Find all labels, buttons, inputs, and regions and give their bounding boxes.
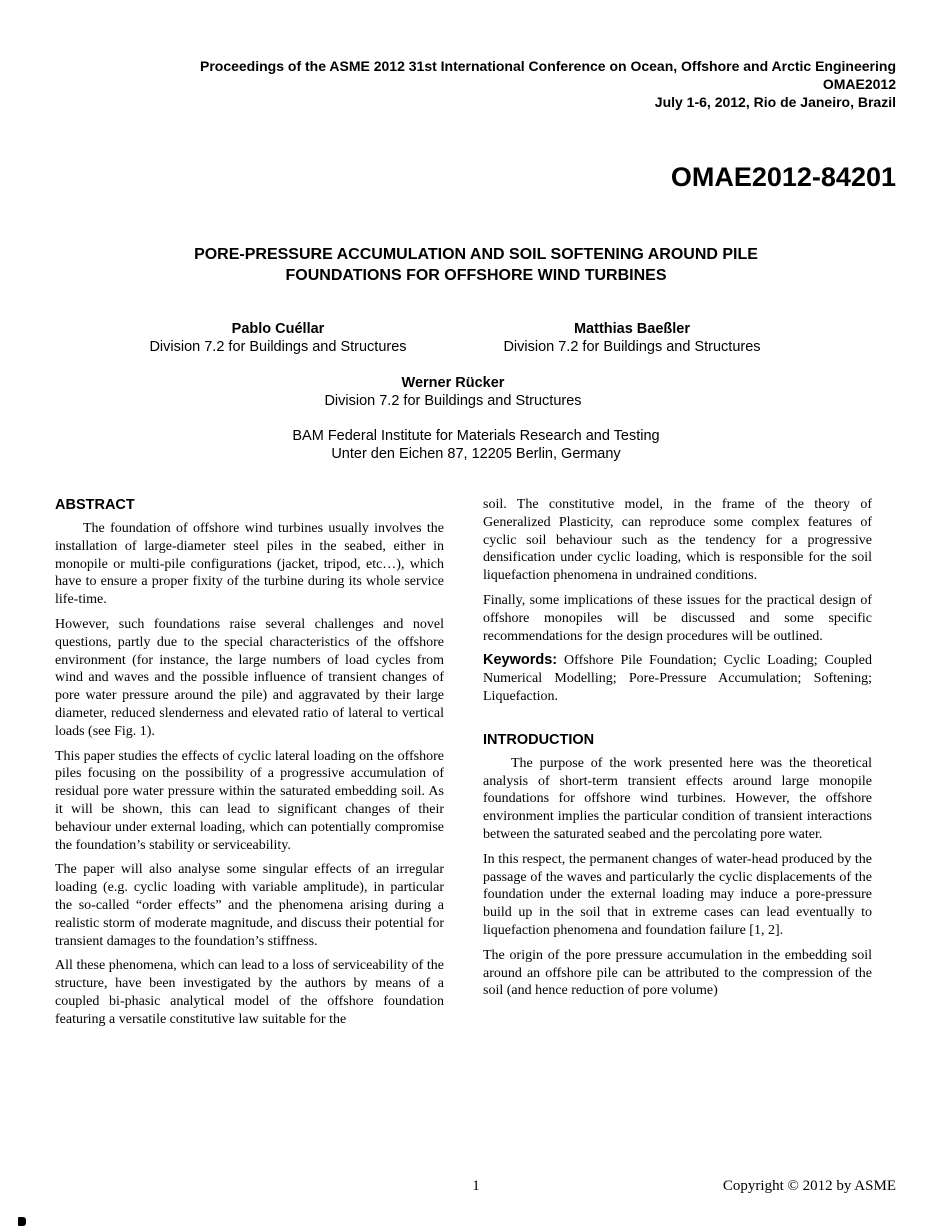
institute-name: BAM Federal Institute for Materials Research and Testing (292, 428, 660, 444)
paper-id: OMAE2012-84201 (670, 162, 896, 192)
author-2 (442, 320, 822, 356)
author-division: Division 7.2 for Buildings and Structures (503, 339, 761, 355)
title-line-2: FOUNDATIONS FOR OFFSHORE WIND TURBINES (285, 267, 667, 284)
keywords-label: Keywords: (483, 652, 558, 669)
abstract-paragraph: The foundation of offshore wind turbines usually involves the installation of large-diameter steel piles in the seabed, either in monopile or multi-pile configurations (jacket, tripod, etc…), which have to ensure a proper fixity of the turbine during its whole service life-time. (55, 521, 444, 608)
title-line-1: PORE-PRESSURE ACCUMULATION AND SOIL SOFTENING AROUND PILE (194, 246, 758, 263)
author-3 (263, 374, 643, 410)
proceedings-header (200, 57, 896, 111)
abstract-heading: ABSTRACT (55, 497, 135, 513)
abstract-paragraph: However, such foundations raise several challenges and novel questions, partly due to the special characteristics of the offshore environment (for instance, the large numbers of load cycles from wind and waves and the possible influence of transient changes of pore water pressure around the pile) and aggravated by their large diameter, reduced slenderness and elevated ratio of lateral to vertical loads (see Fig. 1). (55, 616, 444, 739)
author-name: Pablo Cuéllar (231, 321, 325, 337)
abstract-paragraph: This paper studies the effects of cyclic lateral loading on the offshore piles focusing on the possibility of a progressive accumulation of residual pore water pressure within the saturated embedding soil. As it will be shown, this can lead to significant changes of their behaviour under external loading, which can potentially compromise the foundation’s stability or serviceability. (55, 748, 444, 853)
author-name: Matthias Baeßler (573, 321, 691, 337)
author-1 (88, 320, 468, 356)
author-division: Division 7.2 for Buildings and Structures (149, 339, 407, 355)
abstract-paragraph-continued: soil. The constitutive model, in the frame of the theory of Generalized Plasticity, can reproduce some complex features of cyclic soil behaviour such as the tendency for a progressive densification under cyclic loading, which is responsible for the soil liquefaction phenomena in undrained conditions. (483, 497, 872, 584)
author-division: Division 7.2 for Buildings and Structures (324, 393, 582, 409)
copyright-notice: Copyright © 2012 by ASME (722, 1178, 896, 1194)
conference-short-name: OMAE2012 (822, 76, 896, 92)
left-column (55, 496, 444, 1036)
keywords (483, 652, 872, 705)
introduction-paragraph: In this respect, the permanent changes of water-head produced by the passage of the waves and particularly the cyclic displacements of the foundation under the external loading may induce a pore-pressure build up in the soil that in extreme cases can lead eventually to liquefaction phenomena and foundation failure [1, 2]. (483, 851, 872, 938)
corner-marker-icon (18, 1217, 26, 1226)
conference-dates-location: July 1-6, 2012, Rio de Janeiro, Brazil (654, 94, 896, 110)
conference-name: Proceedings of the ASME 2012 31st International Conference on Ocean, Offshore and Arctic Engineering (199, 58, 896, 74)
abstract-paragraph: Finally, some implications of these issues for the practical design of offshore monopiles will be discussed and some specific recommendations for the design procedures will be outlined. (483, 592, 872, 644)
institute-address: Unter den Eichen 87, 12205 Berlin, Germany (331, 446, 621, 462)
page-number: 1 (472, 1178, 480, 1194)
keywords-text: Offshore Pile Foundation; Cyclic Loading; Coupled Numerical Modelling; Pore-Pressure Accumulation; Softening; Liquefaction. (483, 653, 872, 704)
introduction-paragraph: The purpose of the work presented here was the theoretical analysis of short-term transient effects around large monopile foundations for offshore wind turbines. However, the offshore environment implies the particular condition of transient interactions between the saturated seabed and the percolating pore water. (483, 755, 872, 842)
right-column (483, 496, 872, 1007)
abstract-paragraph: All these phenomena, which can lead to a loss of serviceability of the structure, have been investigated by the authors by means of a coupled bi-phasic analytical model of the offshore foundation featuring a versatile constitutive law suitable for the (55, 958, 444, 1027)
introduction-paragraph: The origin of the pore pressure accumulation in the embedding soil around an offshore pile can be attributed to the compression of the soil (and hence reduction of pore volume) (483, 947, 872, 999)
author-name: Werner Rücker (401, 375, 505, 391)
affiliation (0, 427, 952, 463)
abstract-paragraph: The paper will also analyse some singular effects of an irregular loading (e.g. cyclic loading with variable amplitude), in particular the so-called “order effects” and the phenomena arising during a realistic storm of moderate magnitude, and discuss their potential for transient damages to the foundation’s stiffness. (55, 862, 444, 949)
introduction-heading: INTRODUCTION (483, 731, 595, 748)
paper-title (0, 244, 952, 286)
